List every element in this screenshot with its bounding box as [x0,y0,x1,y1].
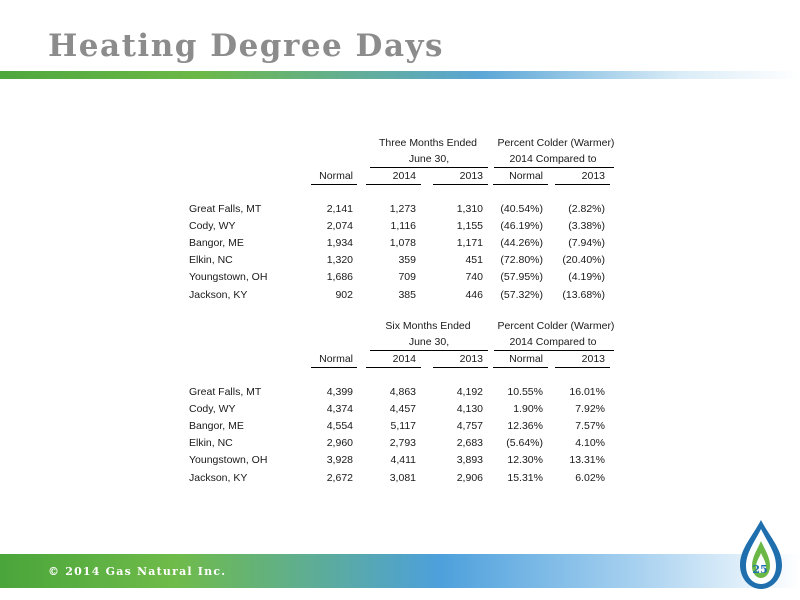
table-cell: 1,273 [389,203,416,215]
column-header-underline [311,184,357,185]
table-cell: 3,928 [326,454,353,466]
column-header: Normal [319,170,353,182]
column-header: Normal [509,170,543,182]
table-cell: (72.80%) [500,254,543,266]
row-location: Jackson, KY [189,289,248,301]
table-cell: (7.94%) [568,237,605,249]
row-location: Great Falls, MT [189,386,262,398]
period-label: Six Months Ended [385,320,471,332]
table-cell: (5.64%) [506,437,543,449]
table-cell: 1,116 [390,220,416,232]
table-cell: (57.95%) [500,271,543,283]
table-cell: 4,457 [389,403,416,415]
table-cell: 15.31% [507,472,543,484]
table-cell: 4,374 [326,403,353,415]
table-cell: 13.31% [569,454,605,466]
table-cell: 1,686 [326,271,353,283]
copyright-text: © 2014 Gas Natural Inc. [48,565,227,578]
row-location: Cody, WY [189,403,236,415]
table-cell: (46.19%) [500,220,543,232]
column-header-underline [311,367,357,368]
table-cell: (44.26%) [500,237,543,249]
column-header: 2014 [392,353,416,365]
table-cell: 709 [398,271,416,283]
table-cell: 2,793 [389,437,416,449]
table-cell: 1,310 [456,203,483,215]
table-cell: 2,074 [326,220,353,232]
row-location: Jackson, KY [189,472,248,484]
table-cell: 6.02% [575,472,605,484]
table-cell: 1,078 [389,237,416,249]
column-header: 2013 [581,170,605,182]
period-date-underline [370,167,488,168]
table-cell: (40.54%) [500,203,543,215]
column-header: 2013 [459,170,483,182]
table-cell: 3,081 [389,472,416,484]
table-cell: 7.92% [575,403,605,415]
title-divider [0,71,800,79]
column-header: Normal [319,353,353,365]
period-date: June 30, [408,153,450,165]
table-cell: 1,171 [456,237,483,249]
table-cell: 4,411 [390,454,416,466]
table-cell: 359 [398,254,416,266]
gas-drop-logo-icon [726,515,796,595]
period-date: June 30, [408,336,450,348]
row-location: Bangor, ME [189,237,244,249]
table-cell: 2,141 [326,203,353,215]
table-cell: (4.19%) [568,271,605,283]
table-cell: 902 [335,289,353,301]
row-location: Elkin, NC [189,437,233,449]
column-header-underline [493,367,548,368]
compare-label: Percent Colder (Warmer) [497,320,615,332]
table-cell: 740 [465,271,483,283]
table-cell: (20.40%) [562,254,605,266]
table-cell: 10.55% [507,386,543,398]
table-cell: 385 [398,289,416,301]
row-location: Cody, WY [189,220,236,232]
table-cell: 4,554 [326,420,353,432]
column-header: 2014 [392,170,416,182]
period-label: Three Months Ended [378,137,478,149]
table-cell: 4,192 [456,386,483,398]
compare-sub: 2014 Compared to [509,153,597,165]
table-cell: (13.68%) [562,289,605,301]
table-cell: 2,672 [326,472,353,484]
compare-sub: 2014 Compared to [509,336,597,348]
column-header: Normal [509,353,543,365]
column-header-underline [433,367,488,368]
page-title: Heating Degree Days [48,28,444,64]
column-header-underline [555,184,610,185]
row-location: Youngstown, OH [189,271,268,283]
table-cell: 7.57% [575,420,605,432]
table-cell: (57.32%) [500,289,543,301]
table-cell: 4,130 [456,403,483,415]
table-cell: 1,320 [326,254,353,266]
table-cell: 4,757 [456,420,483,432]
column-header-underline [433,184,488,185]
row-location: Youngstown, OH [189,454,268,466]
period-date-underline [370,350,488,351]
column-header-underline [366,367,421,368]
page-number: 25 [752,563,768,576]
table-cell: 2,960 [326,437,353,449]
table-cell: 16.01% [569,386,605,398]
table-cell: 4.10% [575,437,605,449]
column-header-underline [366,184,421,185]
column-header-underline [493,184,548,185]
table-cell: 4,863 [389,386,416,398]
compare-sub-underline [494,350,614,351]
table-cell: 12.30% [507,454,543,466]
table-cell: (2.82%) [568,203,605,215]
table-cell: 1.90% [513,403,543,415]
column-header: 2013 [581,353,605,365]
compare-label: Percent Colder (Warmer) [497,137,615,149]
column-header-underline [555,367,610,368]
table-cell: 446 [465,289,483,301]
table-cell: 5,117 [390,420,416,432]
table-cell: (3.38%) [568,220,605,232]
table-cell: 3,893 [456,454,483,466]
row-location: Bangor, ME [189,420,244,432]
row-location: Elkin, NC [189,254,233,266]
table-cell: 2,906 [456,472,483,484]
table-cell: 2,683 [456,437,483,449]
table-cell: 1,934 [326,237,353,249]
table-cell: 451 [465,254,483,266]
column-header: 2013 [459,353,483,365]
table-cell: 4,399 [326,386,353,398]
table-cell: 1,155 [456,220,483,232]
table-cell: 12.36% [507,420,543,432]
row-location: Great Falls, MT [189,203,262,215]
compare-sub-underline [494,167,614,168]
